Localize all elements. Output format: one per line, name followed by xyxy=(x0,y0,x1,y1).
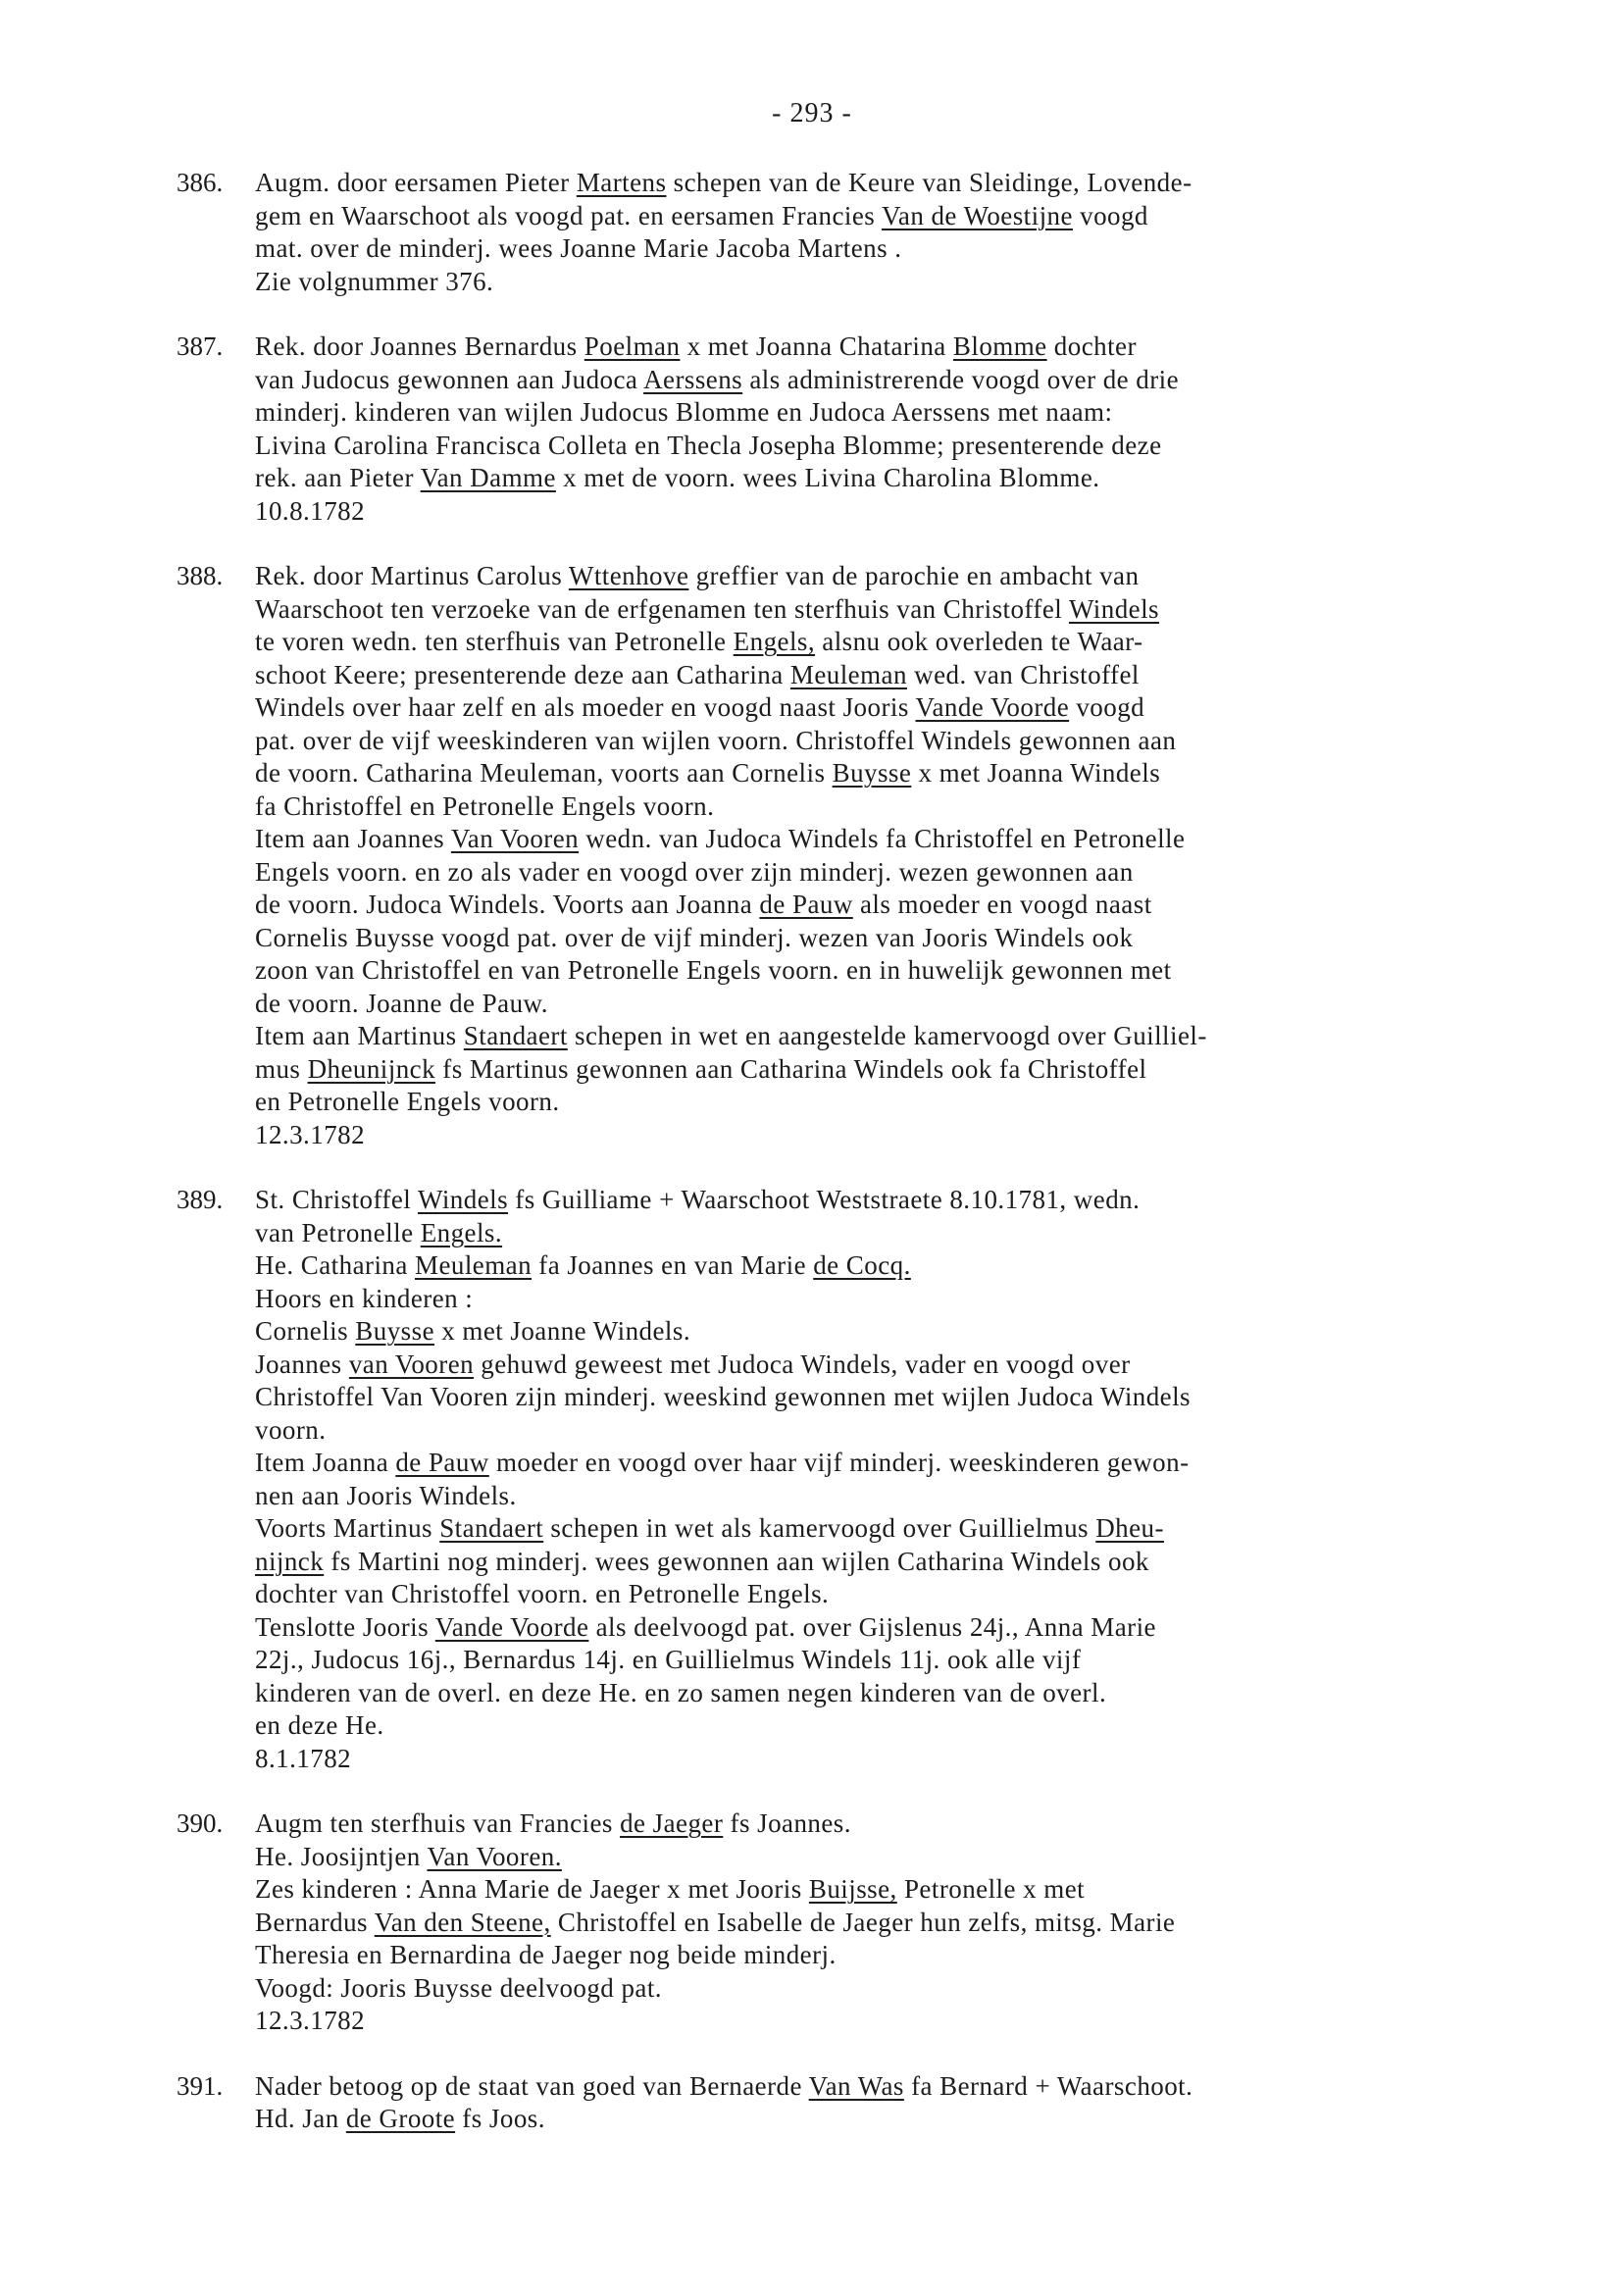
text-line xyxy=(255,1217,1549,1250)
text-line xyxy=(255,823,1549,856)
text-segment: fa Christoffel en Petronelle Engels voorn. xyxy=(255,790,715,821)
text-segment: 12.3.1782 xyxy=(255,2006,366,2035)
underlined-surname: Vande Voorde xyxy=(434,1611,589,1642)
text-segment: van Judocus gewonnen aan Judoca xyxy=(255,364,644,394)
text-line xyxy=(255,430,1549,463)
text-segment: Cornelis Buysse voogd pat. over de vijf minderj. wezen van Jooris Windels ook xyxy=(255,922,1134,952)
text-line xyxy=(255,1677,1549,1710)
text-segment: x met de voorn. wees Livina Charolina Blomme. xyxy=(555,463,1100,492)
text-line xyxy=(255,1709,1549,1743)
text-segment: als deelvoogd pat. over Gijslenus 24j., Anna Marie xyxy=(588,1611,1156,1642)
text-segment: alsnu ook overleden te Waar- xyxy=(815,627,1143,656)
text-segment: Rek. door Martinus Carolus xyxy=(255,561,569,590)
text-line xyxy=(255,856,1549,890)
underlined-surname: Van Vooren. xyxy=(427,1841,562,1871)
text-segment: Theresia en Bernardina de Jaeger nog beide minderj. xyxy=(255,1940,837,1969)
text-line xyxy=(255,232,1549,266)
text-segment: He. Catharina xyxy=(255,1250,415,1280)
text-segment: Engels voorn. en zo als vader en voogd over zijn minderj. wezen gewonnen aan xyxy=(255,856,1134,887)
text-line xyxy=(255,1578,1549,1611)
underlined-surname: Buysse xyxy=(832,758,912,788)
text-segment: Augm ten sterfhuis van Francies xyxy=(255,1808,621,1838)
text-segment: Tenslotte Jooris xyxy=(255,1611,435,1642)
entry-list xyxy=(177,167,1549,2168)
entry-number: 390. xyxy=(177,1808,224,1838)
underlined-surname: Meuleman xyxy=(415,1250,533,1280)
underlined-surname: Buysse xyxy=(355,1316,435,1346)
underlined-surname: Blomme xyxy=(952,331,1047,361)
underlined-surname: de Pauw xyxy=(759,890,853,919)
text-line xyxy=(255,560,1549,593)
text-line xyxy=(255,1184,1549,1217)
text-segment: Livina Carolina Francisca Colleta en Thecla Josepha Blomme; presenterende deze xyxy=(255,430,1162,460)
text-line xyxy=(255,1381,1549,1414)
text-segment: minderj. kinderen van wijlen Judocus Blomme en Judoca Aerssens met naam: xyxy=(255,397,1113,427)
underlined-surname: Van Damme xyxy=(420,463,556,492)
text-segment: zoon van Christoffel en van Petronelle Engels voorn. en in huwelijk gewonnen met xyxy=(255,955,1172,985)
text-segment: 22j., Judocus 16j., Bernardus 14j. en Guillielmus Windels 11j. ook alle vijf xyxy=(255,1645,1082,1674)
text-segment: Zie volgnummer 376. xyxy=(255,266,494,296)
underlined-surname: Van Was xyxy=(808,2070,904,2101)
underlined-surname: Van de Woestijne xyxy=(881,200,1073,230)
underlined-surname: Martens xyxy=(576,168,667,197)
underlined-surname: Vande Voorde xyxy=(915,692,1070,722)
text-line xyxy=(255,691,1549,725)
text-segment: 12.3.1782 xyxy=(255,1119,366,1149)
text-segment: fs Joos. xyxy=(455,2104,545,2133)
text-line xyxy=(255,725,1549,758)
text-line xyxy=(255,593,1549,627)
text-segment: Waarschoot ten verzoeke van de erfgenamen ten sterfhuis van Christoffel xyxy=(255,593,1069,624)
text-line xyxy=(255,1807,1549,1841)
underlined-surname: Aerssens xyxy=(643,364,743,394)
text-segment: en deze He. xyxy=(255,1710,384,1740)
text-line xyxy=(255,1414,1549,1448)
text-segment: x met Joanna Windels xyxy=(911,758,1161,788)
text-segment: nen aan Jooris Windels. xyxy=(255,1480,517,1510)
text-segment: St. Christoffel xyxy=(255,1185,418,1214)
entry xyxy=(177,2070,1549,2136)
text-segment: fs Martini nog minderj. wees gewonnen aan wijlen Catharina Windels ook xyxy=(324,1546,1149,1576)
text-segment: als moeder en voogd naast xyxy=(852,890,1152,919)
text-segment: Joannes xyxy=(255,1349,349,1379)
underlined-surname: de Pauw xyxy=(395,1448,489,1477)
text-segment: 10.8.1782 xyxy=(255,495,366,526)
text-line xyxy=(255,396,1549,430)
text-segment: schepen van de Keure van Sleidinge, Lovende- xyxy=(666,168,1193,197)
underlined-surname: nijnck xyxy=(255,1546,325,1576)
underlined-surname: Standaert xyxy=(439,1513,544,1543)
text-line xyxy=(255,1546,1549,1579)
text-line xyxy=(255,1512,1549,1546)
text-line xyxy=(255,1249,1549,1283)
text-segment: de voorn. Joanne de Pauw. xyxy=(255,988,548,1018)
text-line xyxy=(255,659,1549,692)
text-segment: schoot Keere; presenterende deze aan Catharina xyxy=(255,659,790,689)
text-segment: Zes kinderen : Anna Marie de Jaeger x met Jooris xyxy=(255,1874,809,1904)
text-line xyxy=(255,1283,1549,1316)
underlined-surname: Windels xyxy=(1068,593,1159,624)
text-segment: Christoffel Van Vooren zijn minderj. weeskind gewonnen met wijlen Judoca Windels xyxy=(255,1382,1192,1411)
underlined-surname: de Jaeger xyxy=(620,1808,724,1838)
text-segment: pat. over de vijf weeskinderen van wijlen voorn. Christoffel Windels gewonnen aan xyxy=(255,725,1177,755)
text-segment: Christoffel en Isabelle de Jaeger hun zelfs, mitsg. Marie xyxy=(550,1907,1176,1937)
text-segment: schepen in wet en aangestelde kamervoogd over Guilliel- xyxy=(567,1021,1207,1050)
entry-number: 388. xyxy=(177,561,224,590)
text-line xyxy=(255,1841,1549,1874)
underlined-surname: van Vooren xyxy=(348,1349,475,1379)
entry-number: 386. xyxy=(177,168,224,197)
underlined-surname: Engels. xyxy=(420,1217,503,1247)
text-segment: voorn. xyxy=(255,1414,327,1445)
entry xyxy=(177,1184,1549,1775)
underlined-surname: de Cocq. xyxy=(813,1250,911,1280)
text-line xyxy=(255,495,1549,529)
text-line xyxy=(255,1020,1549,1053)
underlined-surname: Dheu- xyxy=(1095,1513,1164,1543)
text-line xyxy=(255,1907,1549,1940)
text-segment: mus xyxy=(255,1053,308,1084)
text-line xyxy=(255,2103,1549,2136)
text-segment: gem en Waarschoot als voogd pat. en eersamen Francies xyxy=(255,200,882,230)
entry xyxy=(177,560,1549,1151)
text-line xyxy=(255,266,1549,299)
text-segment: x met Joanna Chatarina xyxy=(680,331,953,361)
text-segment: Voorts Martinus xyxy=(255,1513,440,1543)
underlined-surname: Dheunijnck xyxy=(307,1053,436,1084)
text-line xyxy=(255,922,1549,955)
text-segment: Nader betoog op de staat van goed van Bernaerde xyxy=(255,2070,809,2101)
text-line xyxy=(255,200,1549,233)
text-segment: wed. van Christoffel xyxy=(906,659,1140,689)
text-segment: Rek. door Joannes Bernardus xyxy=(255,331,584,361)
text-segment: fs Martinus gewonnen aan Catharina Windels ook fa Christoffel xyxy=(435,1053,1147,1084)
text-line xyxy=(255,1644,1549,1677)
text-line xyxy=(255,1873,1549,1907)
underlined-surname: Poelman xyxy=(584,331,681,361)
text-line xyxy=(255,331,1549,364)
text-segment: Cornelis xyxy=(255,1316,356,1346)
entry-number: 387. xyxy=(177,331,224,361)
entry xyxy=(177,331,1549,528)
page-number: - 293 - xyxy=(772,98,852,128)
text-segment: dochter xyxy=(1046,331,1137,361)
text-segment: de voorn. Judoca Windels. Voorts aan Joanna xyxy=(255,890,760,919)
entry xyxy=(177,167,1549,298)
entry-number: 389. xyxy=(177,1185,224,1214)
text-segment: te voren wedn. ten sterfhuis van Petronelle xyxy=(255,627,734,656)
text-segment: gehuwd geweest met Judoca Windels, vader en voogd over xyxy=(474,1349,1131,1379)
text-line xyxy=(255,1119,1549,1152)
text-line xyxy=(255,1447,1549,1480)
text-line xyxy=(255,1315,1549,1349)
text-line xyxy=(255,757,1549,790)
text-segment: en Petronelle Engels voorn. xyxy=(255,1087,560,1116)
text-segment: Augm. door eersamen Pieter xyxy=(255,168,577,197)
text-line xyxy=(255,1086,1549,1119)
text-segment: fs Guilliame + Waarschoot Weststraete 8.10.1781, wedn. xyxy=(508,1185,1141,1214)
text-segment: fs Joannes. xyxy=(723,1808,851,1838)
text-segment: fa Bernard + Waarschoot. xyxy=(903,2070,1193,2101)
underlined-surname: de Groote xyxy=(345,2104,456,2133)
text-segment: Bernardus xyxy=(255,1907,375,1937)
text-segment: schepen in wet als kamervoogd over Guillielmus xyxy=(543,1513,1096,1543)
text-segment: wedn. van Judoca Windels fa Christoffel en Petronelle xyxy=(579,824,1186,853)
text-line xyxy=(255,1053,1549,1087)
underlined-surname: Meuleman xyxy=(789,659,907,689)
text-segment: Voogd: Jooris Buysse deelvoogd pat. xyxy=(255,1972,662,2003)
text-segment: Petronelle x met xyxy=(896,1874,1086,1904)
text-line xyxy=(255,1611,1549,1645)
text-line xyxy=(255,1743,1549,1776)
text-segment: voogd xyxy=(1072,200,1148,230)
underlined-surname: Standaert xyxy=(463,1021,568,1050)
text-line xyxy=(255,462,1549,495)
underlined-surname: Van Vooren xyxy=(450,824,580,853)
text-line xyxy=(255,364,1549,397)
text-line xyxy=(255,2070,1549,2104)
underlined-surname: Engels, xyxy=(733,627,816,656)
text-segment: als administrerende voogd over de drie xyxy=(742,364,1180,394)
text-segment: fa Joannes en van Marie xyxy=(532,1250,814,1280)
underlined-surname: Van den Steene, xyxy=(374,1907,551,1937)
text-segment: greffier van de parochie en ambacht van xyxy=(688,561,1140,590)
text-segment: Item aan Martinus xyxy=(255,1021,464,1050)
text-segment: Hoors en kinderen : xyxy=(255,1283,474,1313)
text-line xyxy=(255,1480,1549,1513)
text-segment: Hd. Jan xyxy=(255,2104,346,2133)
text-segment: de voorn. Catharina Meuleman, voorts aan Cornelis xyxy=(255,758,833,788)
underlined-surname: Buijsse, xyxy=(808,1874,897,1904)
text-line xyxy=(255,790,1549,824)
text-line xyxy=(255,2005,1549,2038)
underlined-surname: Windels xyxy=(417,1185,509,1214)
text-segment: dochter van Christoffel voorn. en Petronelle Engels. xyxy=(255,1579,830,1608)
text-line xyxy=(255,954,1549,988)
text-segment: He. Joosijntjen xyxy=(255,1841,428,1871)
text-line xyxy=(255,988,1549,1021)
text-line xyxy=(255,167,1549,200)
text-segment: van Petronelle xyxy=(255,1217,421,1247)
text-segment: Windels over haar zelf en als moeder en voogd naast Jooris xyxy=(255,692,916,722)
text-segment: rek. aan Pieter xyxy=(255,463,421,492)
text-line xyxy=(255,626,1549,659)
entry-number: 391. xyxy=(177,2070,224,2101)
text-segment: kinderen van de overl. en deze He. en zo samen negen kinderen van de overl. xyxy=(255,1677,1107,1707)
text-segment: voogd xyxy=(1069,692,1145,722)
text-line xyxy=(255,889,1549,922)
text-line xyxy=(255,1939,1549,1972)
text-segment: Item Joanna xyxy=(255,1448,396,1477)
text-line xyxy=(255,1972,1549,2006)
entry xyxy=(177,1807,1549,2038)
text-segment: Item aan Joannes xyxy=(255,824,451,853)
text-segment: mat. over de minderj. wees Joanne Marie Jacoba Martens . xyxy=(255,233,902,263)
text-segment: x met Joanne Windels. xyxy=(434,1316,691,1346)
text-segment: moeder en voogd over haar vijf minderj. weeskinderen gewon- xyxy=(488,1448,1190,1477)
text-segment: 8.1.1782 xyxy=(255,1743,352,1773)
text-line xyxy=(255,1349,1549,1382)
underlined-surname: Wttenhove xyxy=(568,561,689,590)
